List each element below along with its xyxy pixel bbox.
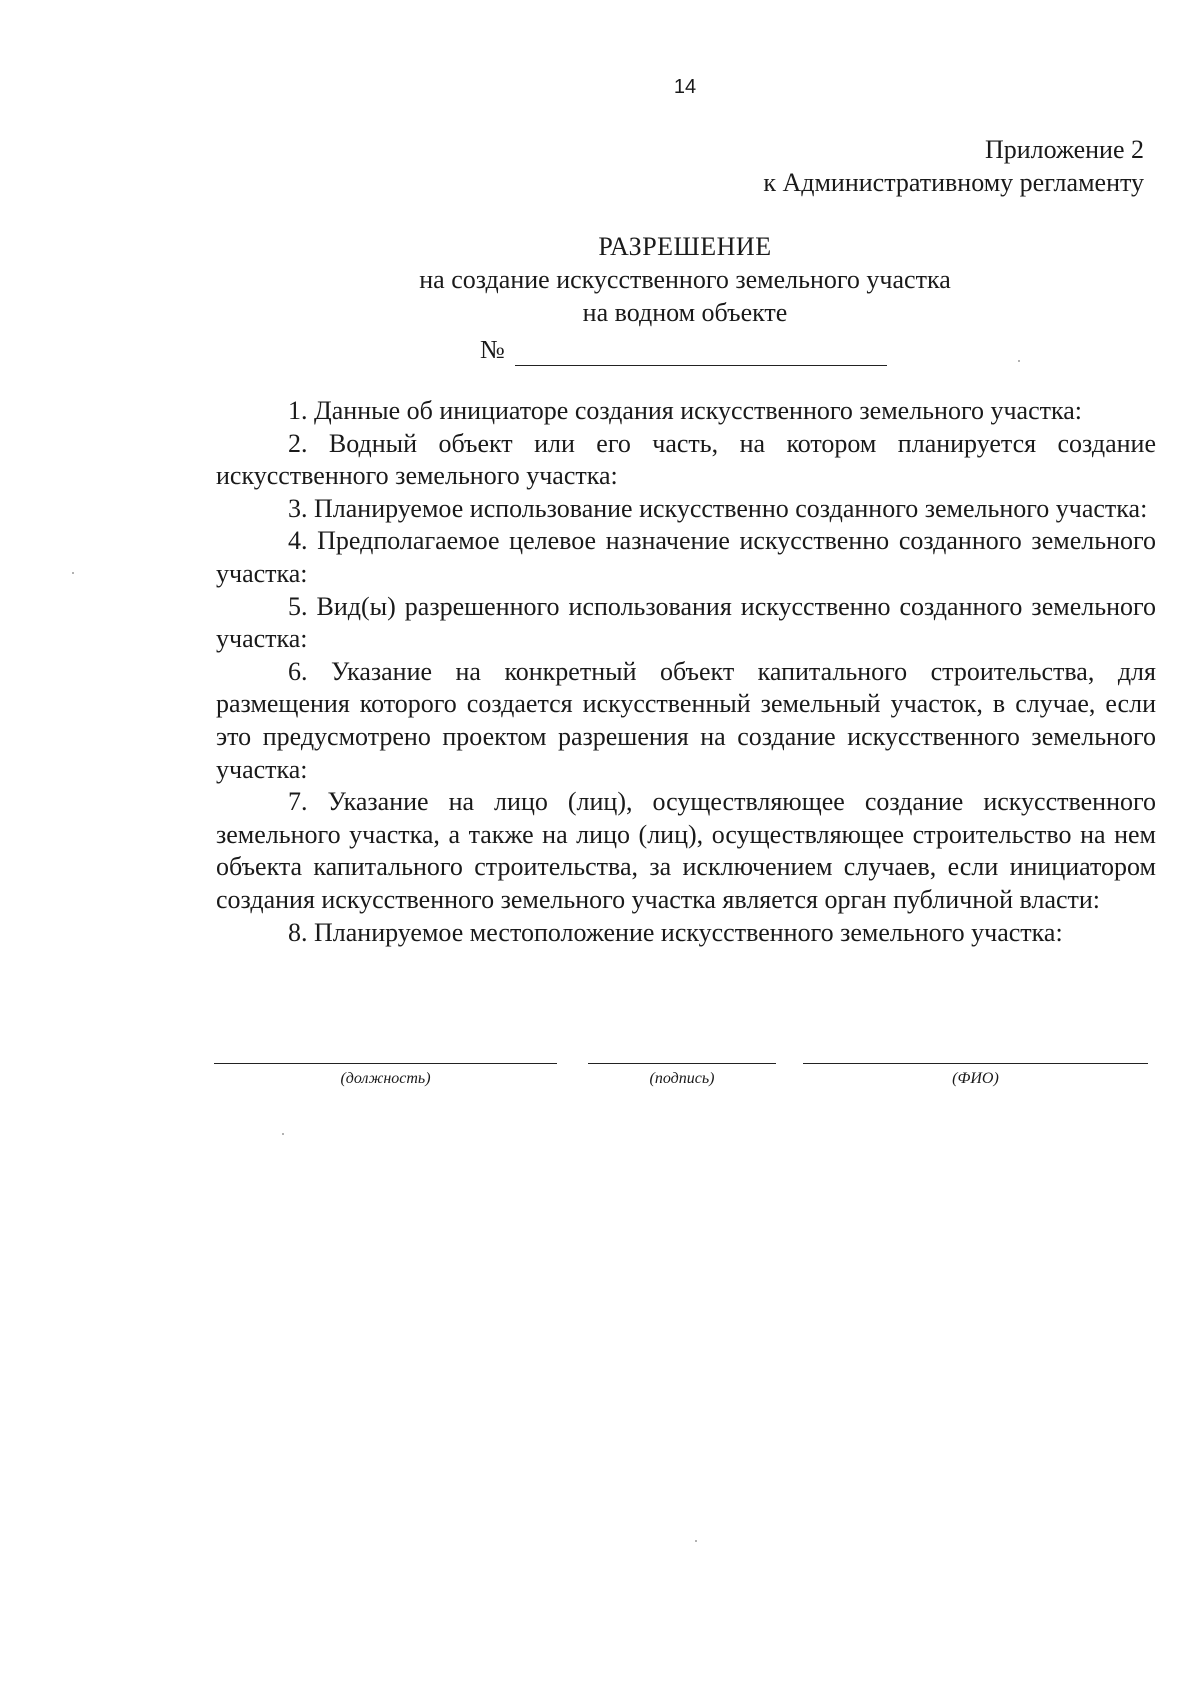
position-label: (должность) [340, 1070, 431, 1087]
item-8: 8. Планируемое местоположение искусственного земельного участка: [288, 917, 1063, 947]
number-sign: № [480, 335, 505, 364]
document-subtitle-line-2: на водном объекте [582, 298, 788, 327]
page-number: 14 [673, 76, 697, 98]
permit-number-line [480, 333, 887, 366]
item-4: 4. Предполагаемое целевое назначение искусственно созданного земельного участка: [216, 526, 1156, 588]
signature-line [588, 1063, 776, 1087]
permit-number-blank [515, 341, 887, 366]
document-title-block [0, 230, 1200, 329]
signature-label: (подпись) [649, 1070, 715, 1087]
scan-speck [1018, 360, 1020, 362]
item-1: 1. Данные об инициаторе создания искусственного земельного участка: [288, 396, 1082, 425]
item-7: 7. Указание на лицо (лиц), осуществляющее создание искусственного земельного участка, а также на лицо (лиц), осуществляющее строительство на нем объекта капитального строительства, за исключением случаев, если инициатором создания искусственного земельного участка является орган публичной власти: [216, 787, 1156, 914]
signature-block [0, 1063, 1200, 1103]
document-body [216, 395, 1156, 949]
item-5: 5. Вид(ы) разрешенного использования искусственно созданного земельного участка: [216, 591, 1156, 654]
scan-speck [72, 572, 74, 574]
name-label: (ФИО) [952, 1070, 999, 1087]
document-subtitle-line-1: на создание искусственного земельного участка [419, 265, 951, 294]
document-title: РАЗРЕШЕНИЕ [598, 232, 772, 261]
position-line [214, 1063, 557, 1087]
item-3: 3. Планируемое использование искусственно созданного земельного участка: [288, 493, 1148, 523]
appendix-line-1: Приложение 2 [984, 135, 1144, 164]
item-2: 2. Водный объект или его часть, на котором планируется создание искусственного земельного участка: [216, 428, 1156, 491]
item-6: 6. Указание на конкретный объект капитального строительства, для размещения которого создается искусственный земельный участок, в случае, если это предусмотрено проектом разрешения на создание искусственного земельного участка: [216, 656, 1156, 784]
scan-speck [695, 1540, 697, 1542]
appendix-header [763, 133, 1144, 199]
name-line [803, 1063, 1148, 1087]
scan-speck [282, 1133, 284, 1135]
appendix-line-2: к Административному регламенту [763, 168, 1144, 197]
